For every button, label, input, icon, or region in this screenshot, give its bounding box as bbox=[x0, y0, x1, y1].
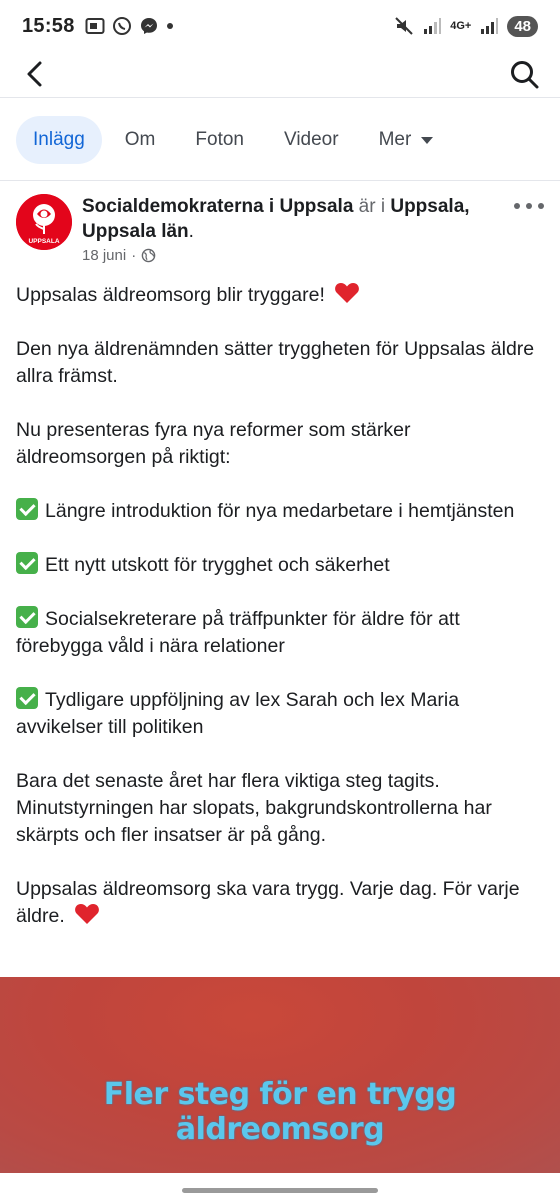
mute-icon bbox=[394, 16, 414, 36]
tab-foton[interactable] bbox=[178, 116, 261, 164]
bullet-text: Ett nytt utskott för trygghet och säkerhet bbox=[45, 554, 390, 576]
top-app-bar bbox=[0, 52, 560, 98]
post-paragraph bbox=[16, 768, 544, 849]
whatsapp-icon bbox=[112, 16, 132, 36]
location-link[interactable]: Uppsala, Uppsala län bbox=[82, 196, 470, 242]
tab-label: Foton bbox=[195, 129, 244, 150]
check-mark-icon bbox=[16, 498, 38, 520]
paragraph-text: Uppsalas äldreomsorg blir tryggare! bbox=[16, 284, 325, 306]
bullet-item bbox=[16, 498, 544, 525]
bullet-item bbox=[16, 687, 544, 741]
tab-label: Videor bbox=[283, 129, 339, 150]
more-horizontal-icon bbox=[538, 203, 544, 209]
author-connector: är i bbox=[353, 196, 391, 217]
system-icons bbox=[394, 16, 538, 37]
image-caption: Fler steg för en trygg äldreomsorg bbox=[103, 1077, 457, 1147]
bullet-text: Socialsekreterare på träffpunkter för äldre för att förebygga våld i nära relationer bbox=[16, 608, 466, 657]
paragraph-text: Bara det senaste året har flera viktiga steg tagits. Minutstyrningen har slopats, bakgrundskontrollerna har skärpts och fler insatser är på gång. bbox=[16, 770, 498, 846]
status-time: 15:58 bbox=[22, 14, 75, 37]
notification-icons bbox=[85, 16, 174, 36]
post-paragraph bbox=[16, 336, 544, 390]
meta-separator: · bbox=[131, 247, 137, 264]
check-mark-icon bbox=[16, 552, 38, 574]
tab-videor[interactable] bbox=[267, 116, 356, 164]
post-paragraph bbox=[16, 417, 544, 471]
search-button[interactable] bbox=[506, 56, 542, 92]
network-type: 4G+ bbox=[450, 19, 472, 32]
profile-tabs bbox=[16, 116, 544, 164]
paragraph-text: Uppsalas äldreomsorg ska vara trygg. Varje dag. För varje äldre. bbox=[16, 878, 526, 927]
search-icon bbox=[506, 56, 542, 92]
post-date[interactable]: 18 juni bbox=[82, 247, 127, 264]
tab-label: Inlägg bbox=[33, 129, 85, 150]
more-horizontal-icon bbox=[514, 203, 520, 209]
tab-inlagg[interactable] bbox=[16, 116, 102, 164]
status-bar bbox=[0, 0, 560, 52]
heart-emoji-icon bbox=[334, 282, 360, 304]
battery-indicator: 48 bbox=[507, 16, 538, 37]
author-period: . bbox=[188, 221, 194, 242]
dot-indicator-icon bbox=[166, 22, 174, 30]
tab-label: Om bbox=[124, 129, 156, 150]
rose-logo-icon bbox=[16, 194, 72, 250]
author-line bbox=[82, 194, 502, 244]
avatar[interactable] bbox=[16, 194, 72, 250]
heart-emoji-icon bbox=[74, 903, 100, 925]
more-horizontal-icon bbox=[526, 203, 532, 209]
tab-om[interactable] bbox=[108, 116, 173, 164]
post-body bbox=[16, 282, 544, 957]
signal-2-icon bbox=[479, 16, 499, 36]
bullet-text: Längre introduktion för nya medarbetare i hemtjänsten bbox=[45, 500, 515, 522]
gallery-notification-icon bbox=[85, 17, 105, 35]
author-name[interactable]: Socialdemokraterna i Uppsala bbox=[82, 196, 354, 217]
system-nav-bar bbox=[0, 1173, 560, 1200]
post-meta bbox=[82, 247, 156, 264]
check-mark-icon bbox=[16, 606, 38, 628]
post-paragraph bbox=[16, 876, 544, 930]
bullet-item bbox=[16, 606, 544, 660]
post-paragraph bbox=[16, 282, 544, 309]
post-image[interactable] bbox=[0, 977, 560, 1173]
avatar-text: UPPSALA bbox=[28, 238, 60, 245]
check-mark-icon bbox=[16, 687, 38, 709]
bullet-text: Tydligare uppföljning av lex Sarah och lex Maria avvikelser till politiken bbox=[16, 689, 465, 738]
tab-mer[interactable] bbox=[362, 116, 451, 164]
paragraph-text: Nu presenteras fyra nya reformer som stärker äldreomsorgen på riktigt: bbox=[16, 419, 416, 468]
back-button[interactable] bbox=[18, 56, 54, 92]
tab-label: Mer bbox=[378, 129, 412, 150]
chevron-down-icon bbox=[421, 137, 433, 144]
arrow-left-icon bbox=[18, 56, 54, 92]
signal-1-icon bbox=[422, 16, 442, 36]
post-header bbox=[16, 194, 544, 268]
bullet-item bbox=[16, 552, 544, 579]
globe-icon bbox=[141, 248, 156, 263]
more-options-button[interactable] bbox=[514, 194, 544, 218]
home-indicator[interactable] bbox=[182, 1188, 378, 1193]
paragraph-text: Den nya äldrenämnden sätter tryggheten för Uppsalas äldre allra främst. bbox=[16, 338, 540, 387]
divider bbox=[0, 180, 560, 181]
messenger-icon bbox=[139, 16, 159, 36]
